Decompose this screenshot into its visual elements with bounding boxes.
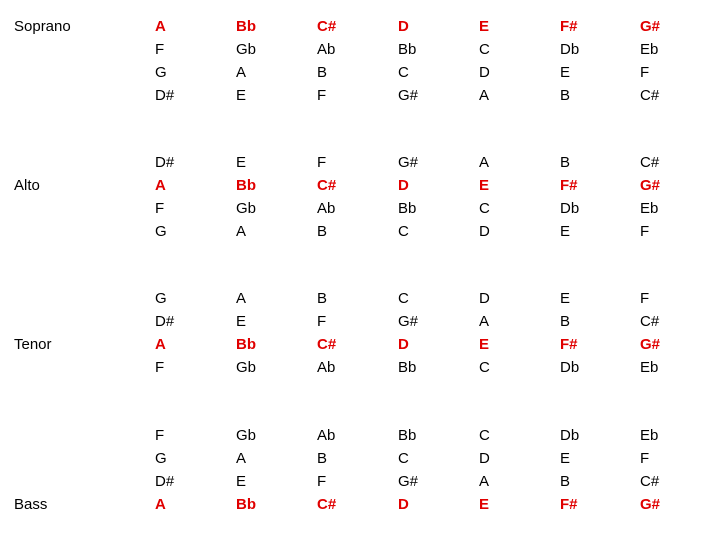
highlighted-note: C# — [317, 496, 337, 513]
note-cell: E — [560, 223, 571, 240]
note-cell: Bb — [398, 41, 417, 58]
highlighted-note: E — [479, 496, 490, 513]
note-cell: G — [155, 223, 167, 240]
highlighted-note: F# — [560, 336, 578, 353]
note-cell: Gb — [236, 200, 257, 217]
note-cell: C — [479, 427, 490, 444]
note-cell: Eb — [640, 359, 659, 376]
highlighted-note: D — [398, 18, 409, 35]
note-cell: G — [155, 64, 167, 81]
note-cell: Bb — [398, 359, 417, 376]
note-cell: F — [155, 200, 165, 217]
note-cell: Db — [560, 41, 580, 58]
highlighted-note: D — [398, 496, 409, 513]
note-cell: G# — [398, 313, 419, 330]
note-cell: C — [479, 200, 490, 217]
note-cell: F — [640, 64, 650, 81]
highlighted-note: G# — [640, 18, 661, 35]
note-cell: D — [479, 450, 490, 467]
note-cell: F — [317, 87, 327, 104]
highlighted-note: F# — [560, 18, 578, 35]
note-cell: B — [317, 223, 328, 240]
note-cell: Eb — [640, 200, 659, 217]
note-cell: G# — [398, 154, 419, 171]
note-cell: E — [236, 473, 247, 490]
highlighted-note: D — [398, 177, 409, 194]
highlighted-note: A — [155, 177, 166, 194]
note-cell: F — [155, 41, 165, 58]
note-cell: E — [560, 64, 571, 81]
note-cell: D# — [155, 473, 175, 490]
highlighted-note: E — [479, 177, 490, 194]
note-cell: C — [398, 450, 409, 467]
highlighted-note: A — [155, 18, 166, 35]
note-cell: Db — [560, 427, 580, 444]
note-cell: A — [236, 64, 247, 81]
note-cell: E — [560, 450, 571, 467]
highlighted-note: F# — [560, 496, 578, 513]
note-cell: C — [398, 64, 409, 81]
highlighted-note: G# — [640, 177, 661, 194]
highlighted-note: D — [398, 336, 409, 353]
note-cell: G — [155, 290, 167, 307]
note-cell: Ab — [317, 427, 336, 444]
note-cell: C# — [640, 313, 660, 330]
note-cell: A — [479, 313, 490, 330]
note-cell: E — [560, 290, 571, 307]
note-cell: F — [640, 450, 650, 467]
note-cell: Ab — [317, 200, 336, 217]
note-cell: Eb — [640, 427, 659, 444]
note-cell: Ab — [317, 41, 336, 58]
note-cell: Eb — [640, 41, 659, 58]
note-cell: E — [236, 154, 247, 171]
note-cell: Db — [560, 200, 580, 217]
highlighted-note: F# — [560, 177, 578, 194]
note-cell: D# — [155, 87, 175, 104]
note-cell: E — [236, 87, 247, 104]
voice-label-tenor: Tenor — [14, 336, 52, 353]
note-cell: Gb — [236, 427, 257, 444]
highlighted-note: E — [479, 18, 490, 35]
note-cell: B — [560, 87, 571, 104]
highlighted-note: C# — [317, 177, 337, 194]
highlighted-note: E — [479, 336, 490, 353]
highlighted-note: G# — [640, 496, 661, 513]
note-cell: C — [398, 290, 409, 307]
note-cell: Gb — [236, 359, 257, 376]
note-cell: C — [398, 223, 409, 240]
note-cell: D# — [155, 154, 175, 171]
note-cell: G# — [398, 473, 419, 490]
note-cell: F — [640, 223, 650, 240]
note-cell: C — [479, 359, 490, 376]
note-cell: C# — [640, 87, 660, 104]
note-cell: Gb — [236, 41, 257, 58]
note-cell: D — [479, 223, 490, 240]
note-cell: B — [560, 473, 571, 490]
voice-label-soprano: Soprano — [14, 18, 71, 35]
highlighted-note: A — [155, 336, 166, 353]
note-cell: B — [317, 64, 328, 81]
note-cell: A — [236, 223, 247, 240]
note-cell: C — [479, 41, 490, 58]
note-cell: F — [155, 427, 165, 444]
note-cell: A — [236, 450, 247, 467]
note-cell: Bb — [398, 427, 417, 444]
note-cell: E — [236, 313, 247, 330]
note-cell: B — [317, 450, 328, 467]
note-cell: F — [317, 313, 327, 330]
note-cell: B — [560, 154, 571, 171]
note-cell: A — [479, 473, 490, 490]
note-cell: G — [155, 450, 167, 467]
highlighted-note: Bb — [236, 496, 256, 513]
note-cell: C# — [640, 154, 660, 171]
highlighted-note: Bb — [236, 177, 256, 194]
note-cell: D# — [155, 313, 175, 330]
note-cell: Ab — [317, 359, 336, 376]
highlighted-note: Bb — [236, 18, 256, 35]
note-cell: D — [479, 290, 490, 307]
highlighted-note: A — [155, 496, 166, 513]
voice-label-alto: Alto — [14, 177, 40, 194]
note-cell: A — [479, 87, 490, 104]
note-cell: D — [479, 64, 490, 81]
note-cell: F — [317, 473, 327, 490]
highlighted-note: G# — [640, 336, 661, 353]
note-cell: F — [640, 290, 650, 307]
highlighted-note: C# — [317, 18, 337, 35]
note-cell: G# — [398, 87, 419, 104]
note-cell: F — [155, 359, 165, 376]
highlighted-note: C# — [317, 336, 337, 353]
note-cell: Bb — [398, 200, 417, 217]
note-cell: F — [317, 154, 327, 171]
note-cell: Db — [560, 359, 580, 376]
note-cell: B — [317, 290, 328, 307]
note-cell: B — [560, 313, 571, 330]
voice-label-bass: Bass — [14, 496, 48, 513]
note-cell: A — [479, 154, 490, 171]
note-cell: A — [236, 290, 247, 307]
note-cell: C# — [640, 473, 660, 490]
highlighted-note: Bb — [236, 336, 256, 353]
